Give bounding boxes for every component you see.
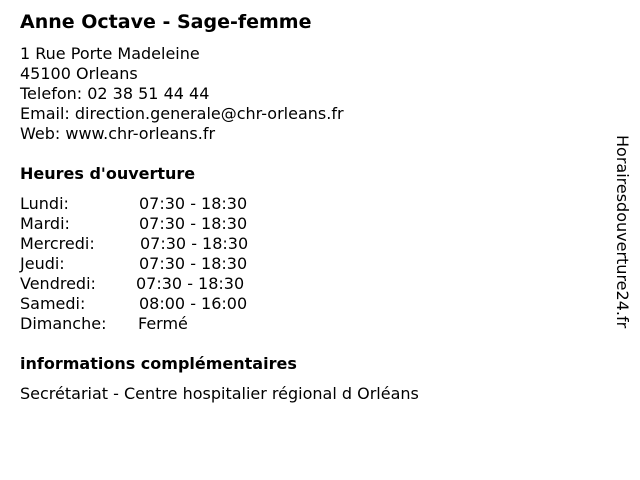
hours-row-tuesday xyxy=(20,214,600,234)
additional-info-text: Secrétariat - Centre hospitalier régional d Orléans xyxy=(20,384,419,403)
site-watermark: Horairesdouverture24.fr xyxy=(613,135,632,329)
day-label: Samedi: xyxy=(20,294,86,313)
hours-row-wednesday xyxy=(20,234,600,254)
day-label: Mercredi: xyxy=(20,234,95,253)
time-range: 08:00 - 16:00 xyxy=(139,294,248,313)
phone-line: Telefon: 02 38 51 44 44 xyxy=(20,84,210,103)
time-range: 07:30 - 18:30 xyxy=(140,234,249,253)
opening-hours-list xyxy=(20,194,600,334)
time-range: 07:30 - 18:30 xyxy=(139,214,248,233)
time-range: Fermé xyxy=(138,314,188,333)
address-line-2: 45100 Orleans xyxy=(20,64,138,83)
day-label: Mardi: xyxy=(20,214,70,233)
hours-row-saturday xyxy=(20,294,600,314)
address-line-1: 1 Rue Porte Madeleine xyxy=(20,44,200,63)
hours-row-friday xyxy=(20,274,600,294)
time-range: 07:30 - 18:30 xyxy=(139,194,248,213)
time-range: 07:30 - 18:30 xyxy=(139,254,248,273)
day-label: Jeudi: xyxy=(20,254,65,273)
business-card xyxy=(20,10,600,404)
hours-row-sunday xyxy=(20,314,600,334)
business-name: Anne Octave - Sage-femme xyxy=(20,11,312,33)
day-label: Vendredi: xyxy=(20,274,96,293)
web-line: Web: www.chr-orleans.fr xyxy=(20,124,216,143)
email-line: Email: direction.generale@chr-orleans.fr xyxy=(20,104,344,123)
hours-row-thursday xyxy=(20,254,600,274)
additional-info-heading: informations complémentaires xyxy=(20,354,297,373)
opening-hours-heading: Heures d'ouverture xyxy=(20,164,196,183)
day-label: Lundi: xyxy=(20,194,69,213)
time-range: 07:30 - 18:30 xyxy=(136,274,245,293)
day-label: Dimanche: xyxy=(20,314,107,333)
hours-row-monday xyxy=(20,194,600,214)
